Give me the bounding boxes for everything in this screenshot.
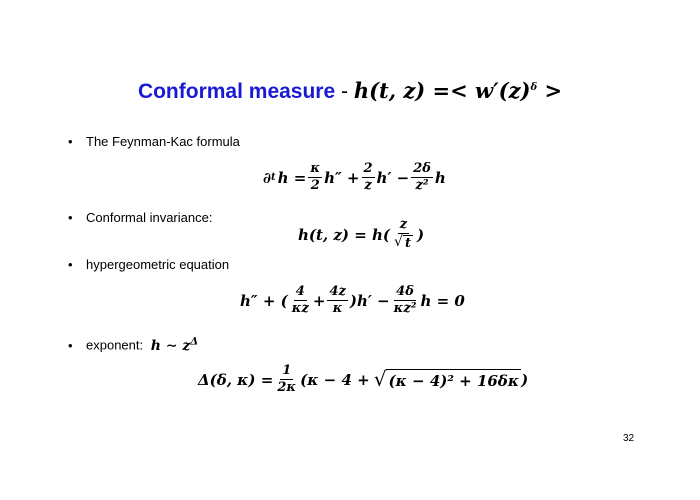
eq3-plus: + bbox=[312, 291, 326, 310]
title-formula-sup: δ bbox=[530, 82, 538, 93]
title-formula-main: h(t, z) =< w′(z) bbox=[353, 78, 531, 103]
eq3-frac1-den: κz bbox=[291, 301, 309, 317]
bullet-text: Conformal invariance: bbox=[86, 210, 213, 225]
title-text: Conformal measure bbox=[137, 80, 336, 103]
bullet-dot: • bbox=[68, 210, 73, 225]
slide-title bbox=[0, 78, 700, 104]
eq1-frac2-num: 2 bbox=[362, 162, 375, 178]
eq2-frac-den bbox=[392, 234, 415, 251]
equation-conformal-invariance bbox=[298, 218, 424, 252]
eq1-frac2-den: z bbox=[364, 178, 372, 194]
eq1-frac2 bbox=[362, 162, 375, 194]
eq1-sub: t bbox=[271, 172, 276, 184]
page-number: 32 bbox=[623, 433, 635, 444]
exponent-formula-sup: Δ bbox=[190, 336, 199, 347]
eq1-term2: h′ − bbox=[376, 168, 410, 187]
bullet-feynman-kac bbox=[68, 134, 240, 149]
radical-sign: √ bbox=[373, 367, 387, 392]
eq1-frac3 bbox=[411, 162, 433, 194]
equation-hypergeometric bbox=[240, 285, 465, 317]
eq2-radicand: t bbox=[404, 236, 411, 252]
equation-exponent bbox=[198, 364, 528, 396]
eq2-frac-num: z bbox=[398, 218, 409, 234]
exponent-formula bbox=[151, 338, 198, 354]
eq4-rhs: ) bbox=[521, 370, 529, 389]
eq3-frac1-num: 4 bbox=[294, 285, 307, 301]
bullet-text: exponent: bbox=[86, 337, 144, 353]
bullet-hypergeometric bbox=[68, 257, 229, 272]
bullet-dot: • bbox=[68, 134, 73, 149]
eq1-term3: h bbox=[434, 168, 446, 187]
eq1-term1: h″ + bbox=[324, 168, 360, 187]
radical-sign: √ bbox=[394, 234, 403, 251]
eq3-frac2-num: 4z bbox=[327, 285, 347, 301]
eq3-frac1 bbox=[290, 285, 311, 317]
eq4-frac-num: 1 bbox=[280, 364, 293, 380]
eq4-frac bbox=[275, 364, 298, 396]
title-separator: - bbox=[335, 80, 354, 103]
eq1-frac1-den: 2 bbox=[310, 178, 320, 194]
eq3-frac2 bbox=[327, 285, 347, 317]
bullet-text: hypergeometric equation bbox=[86, 257, 230, 272]
eq1-lhs: h = bbox=[277, 168, 307, 187]
eq4-mid: (κ − 4 + bbox=[300, 370, 370, 389]
eq2-lhs: h(t, z) = h( bbox=[298, 225, 391, 244]
eq1-frac3-den: z² bbox=[415, 178, 429, 194]
eq3-mid: )h′ − bbox=[349, 291, 390, 310]
sqrt-symbol bbox=[394, 235, 413, 251]
bullet-text: The Feynman-Kac formula bbox=[86, 134, 240, 149]
eq4-lhs: Δ(δ, κ) = bbox=[198, 370, 274, 389]
eq1-frac3-num: 2δ bbox=[411, 162, 433, 178]
exponent-formula-main: h ∼ z bbox=[150, 337, 191, 354]
title-formula-end: > bbox=[537, 78, 563, 103]
equation-feynman-kac bbox=[263, 162, 446, 194]
eq3-frac3-den: κz² bbox=[393, 301, 417, 317]
bullet-dot: • bbox=[68, 337, 73, 353]
eq1-frac1-num: κ bbox=[308, 162, 322, 178]
eq3-rhs: h = 0 bbox=[420, 291, 465, 310]
eq3-lhs: h″ + ( bbox=[240, 291, 288, 310]
eq2-rhs: ) bbox=[416, 225, 425, 244]
eq4-frac-den: 2κ bbox=[277, 380, 297, 396]
sqrt-symbol bbox=[374, 369, 521, 390]
eq3-frac2-den: κ bbox=[332, 301, 343, 317]
title-formula bbox=[354, 78, 562, 103]
bullet-dot: • bbox=[68, 257, 73, 272]
eq3-frac3-num: 4δ bbox=[394, 285, 416, 301]
bullet-exponent bbox=[68, 336, 198, 354]
bullet-conformal-invariance bbox=[68, 210, 212, 225]
eq1-partial: ∂ bbox=[263, 168, 272, 187]
eq3-frac3 bbox=[392, 285, 419, 317]
eq4-radicand: (κ − 4)² + 16δκ bbox=[386, 369, 521, 390]
eq1-frac1 bbox=[308, 162, 322, 194]
eq2-frac bbox=[392, 218, 415, 252]
